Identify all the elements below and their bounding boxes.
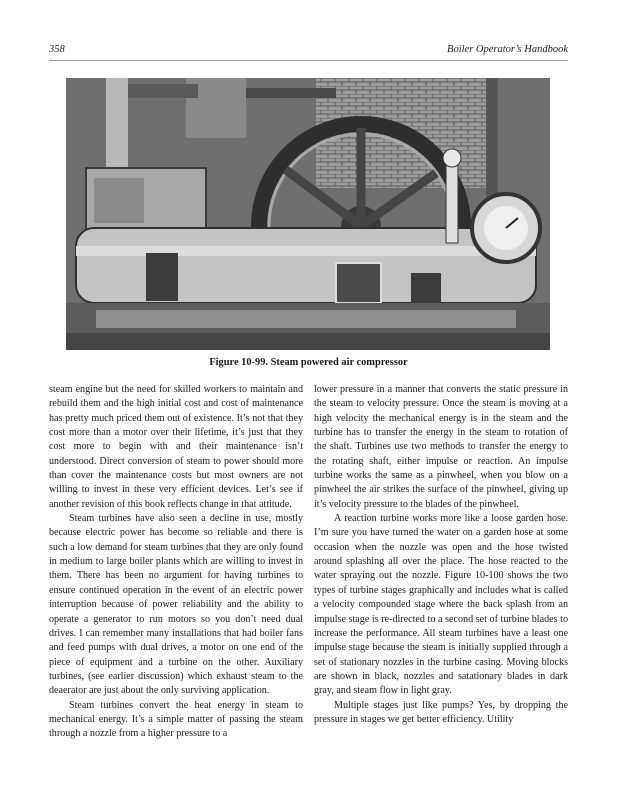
paragraph: A reaction turbine works more like a loose garden hose. I’m sure you have turned the water on a garden hose at some occasion when the nozzle was open and the hose twisted around splashing all over the place. The hose reacted to the water spraying out the nozzle. Figure 10-100 shows the two types of turbine stages graphically and includes what is called a velocity compounded stage where the back splash from an impulse stage is re-directed to a second set of turbine blades to increase the performance. All steam turbines have a least one impulse stage because the steam is initially supplied through a set of stationary nozzles in the turbine casing. Moving blocks are shown in black, nozzles and satationary blades in dark gray, and steam flow in light gray. bbox=[314, 513, 568, 697]
header-rule bbox=[49, 60, 568, 61]
paragraph: lower pressure in a manner that converts the static pressure in the steam to velocity pressure. Once the steam is moving at a high velocity the mechanical energy is in the steam and the turbine has to transfer the energy in the steam to rotation of the shaft. Turbines use two methods to transfer the energy to the rotating shaft, either impulse or reaction. An impulse turbine works the same as a pinwheel, when you blow on a pinwheel the air strikes the surface of the pinwheel, giving up it’s velocity pressure to the blades of the pinwheel. bbox=[314, 384, 568, 510]
right-column bbox=[314, 383, 568, 727]
paragraph: steam engine but the need for skilled workers to maintain and rebuild them and the high initial cost and cost of maintenance has pretty much priced them out of existence. It’s not that they cost more than a motor over their lifetime, it’s just that they cost more to begin with and their maintenance isn’t understood. Direct conversion of steam to power should more than cover the maintenance costs but most owners are not willing to invest in these very efficient devices. Let’s see if another revision of this book reflects change in that attitude. bbox=[49, 384, 303, 510]
left-column bbox=[49, 383, 303, 742]
paragraph: Steam turbines have also seen a decline in use, mostly because electric power has become so reliable and there is such a low demand for steam turbines that they are only found in medium to large boiler plants which are willing to invest in them. There has been no argument for having turbines to ensure continued operation in the event of an electric power interruption because of power reliability and the ability to operate a generator to run motors so you don’t need dual drives. I can remember many installations that had boiler fans and feed pumps with dual drives, a motor on one end of the piece of equipment and a turbine on the other. Auxiliary turbines, (see earlier discussion) which exhaust steam to the deaerator are just about the only surviving application. bbox=[49, 513, 303, 697]
steam-compressor-photo bbox=[66, 78, 550, 350]
figure-photo bbox=[66, 78, 550, 350]
pressure-gauge bbox=[472, 194, 540, 262]
page-number: 358 bbox=[49, 44, 65, 55]
paragraph: Multiple stages just like pumps? Yes, by dropping the pressure in stages we get better efficiency. Utility bbox=[314, 699, 568, 725]
running-head: Boiler Operator’s Handbook bbox=[447, 44, 568, 55]
figure-caption: Figure 10-99. Steam powered air compressor bbox=[209, 357, 408, 368]
paragraph: Steam turbines convert the heat energy in steam to mechanical energy. It’s a simple matter of passing the steam through a nozzle from a higher pressure to a bbox=[49, 699, 303, 740]
